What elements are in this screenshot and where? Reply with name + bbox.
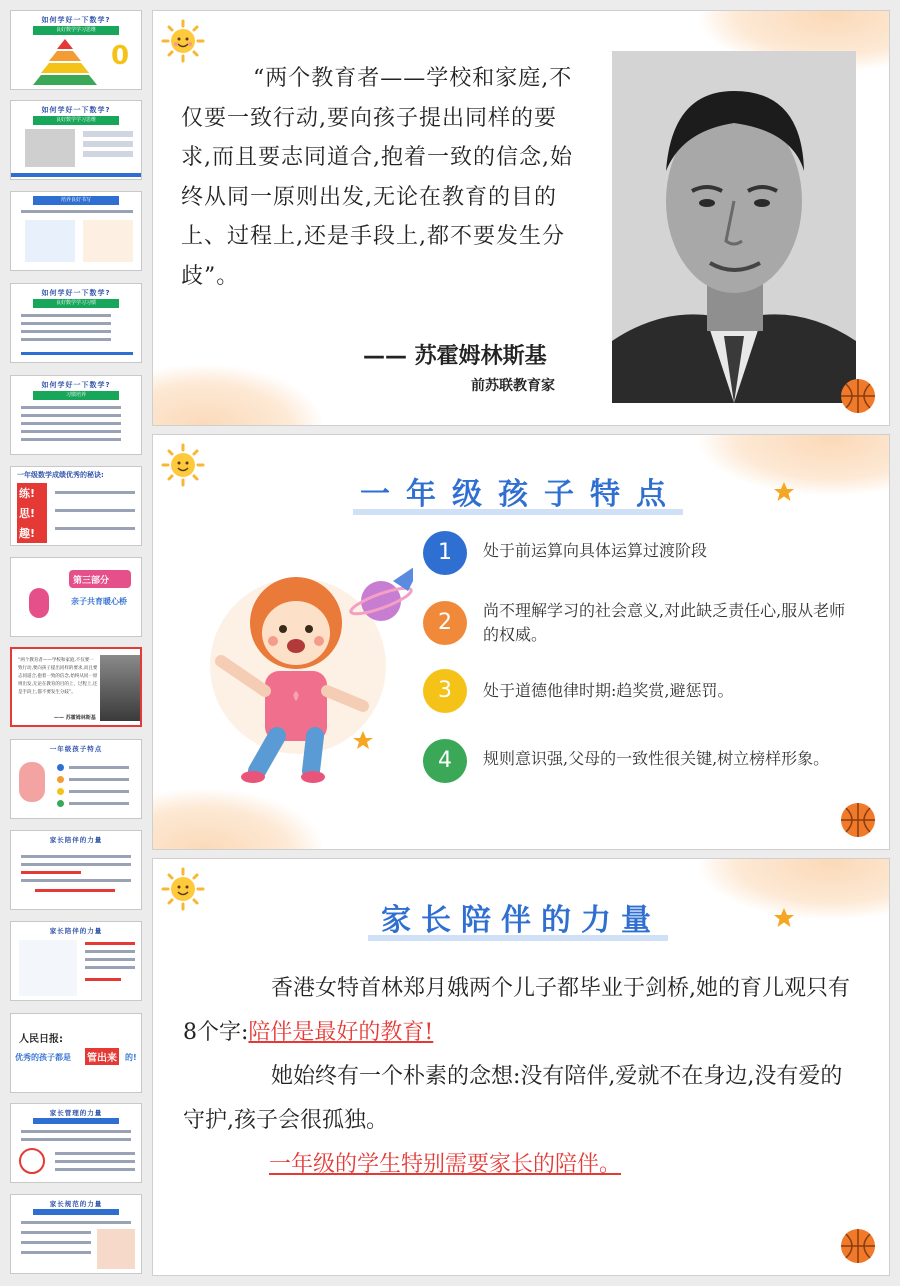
paragraph-1-text: 香港女特首林郑月娥两个儿子都毕业于剑桥,她的育儿观只有8个字: bbox=[183, 976, 850, 1045]
slide-first-grade-traits bbox=[152, 434, 890, 850]
slide-thumbnail-14[interactable] bbox=[10, 1194, 142, 1274]
slide-thumbnail-13[interactable] bbox=[10, 1103, 142, 1183]
pyramid-graphic bbox=[25, 39, 105, 87]
thumbnail-line bbox=[21, 1138, 131, 1141]
thumbnail-line bbox=[21, 1241, 91, 1244]
trait-number: 3 bbox=[423, 669, 467, 713]
slide-thumbnail-panel bbox=[0, 0, 150, 1286]
author-title: 前苏联教育家 bbox=[471, 378, 555, 394]
thumbnail-line bbox=[21, 855, 131, 858]
slide-parent-companionship bbox=[152, 858, 890, 1276]
thumbnail-quote: “两个教育者——学校和家庭,不仅要一致行动,要向孩子提出同样的要求,而且要志同道合,抱着一致的信念,始终从同一原则出发,无论在教育的目的上、过程上,还是手段上,都不要发生分歧”。 bbox=[18, 658, 98, 695]
thumbnail-line bbox=[21, 314, 111, 317]
quote-author: —— 苏霍姆林斯基 bbox=[363, 344, 547, 369]
thumbnail-bar bbox=[33, 1209, 119, 1215]
paragraph-3 bbox=[269, 1143, 829, 1187]
basketball-icon bbox=[839, 801, 877, 839]
paragraph-2: 她始终有一个朴素的念想:没有陪伴,爱就不在身边,没有爱的守护,孩子会很孤独。 bbox=[183, 1064, 843, 1133]
slide-title: 家长陪伴的力量 bbox=[381, 903, 661, 938]
thumbnail-line bbox=[69, 766, 129, 769]
thumbnail-title: 如何学好一下数学? bbox=[41, 106, 111, 114]
thumbnail-title: 家长规范的力量 bbox=[49, 1200, 103, 1208]
slide-thumbnail-5[interactable] bbox=[10, 375, 142, 455]
slide-quote bbox=[152, 10, 890, 426]
thumbnail-line bbox=[69, 778, 129, 781]
thumbnail-line bbox=[21, 863, 131, 866]
thumbnail-title: 人民日报: bbox=[19, 1034, 63, 1045]
thumbnail-line bbox=[55, 1168, 135, 1171]
thumbnail-line bbox=[55, 509, 135, 512]
trait-item-3 bbox=[423, 669, 853, 713]
trait-text: 规则意识强,父母的一致性很关键,树立榜样形象。 bbox=[483, 749, 830, 768]
thumbnail-line bbox=[85, 958, 135, 961]
girl-illustration bbox=[193, 531, 413, 791]
trait-number: 1 bbox=[423, 531, 467, 575]
author-portrait bbox=[612, 51, 856, 403]
thumbnail-title: 家长陪伴的力量 bbox=[49, 927, 103, 935]
thumbnail-subtitle: 良好数学学习思维 bbox=[33, 26, 119, 35]
thumbnail-line bbox=[69, 802, 129, 805]
thumbnail-line bbox=[21, 430, 121, 433]
thumbnail-title: 第三部分 bbox=[73, 576, 110, 586]
slide-thumbnail-9[interactable] bbox=[10, 739, 142, 819]
thumbnail-line bbox=[85, 966, 135, 969]
thumbnail-line bbox=[55, 491, 135, 494]
trait-text: 尚不理解学习的社会意义,对此缺乏责任心,服从老师的权威。 bbox=[483, 601, 846, 644]
thumbnail-subtitle: 习惯培养 bbox=[33, 391, 119, 400]
thumbnail-figure bbox=[19, 762, 45, 802]
thumbnail-dot bbox=[57, 800, 64, 807]
thumbnail-line bbox=[83, 141, 133, 147]
paragraph-1 bbox=[183, 967, 863, 1055]
thumbnail-char: 练! bbox=[19, 487, 36, 500]
thumbnail-image bbox=[83, 220, 133, 262]
cloud-decoration bbox=[152, 365, 323, 426]
thumbnail-char: 思! bbox=[19, 507, 36, 520]
thumbnail-line bbox=[55, 1152, 135, 1155]
zero-graphic: 0 bbox=[111, 41, 130, 71]
trait-text: 处于道德他律时期:趋奖赏,避惩罚。 bbox=[483, 681, 734, 700]
highlight-conclusion: 一年级的学生特别需要家长的陪伴。 bbox=[269, 1152, 622, 1177]
thumbnail-line bbox=[21, 352, 133, 355]
slide-thumbnail-11[interactable] bbox=[10, 921, 142, 1001]
thumbnail-line bbox=[21, 879, 131, 882]
basketball-icon bbox=[839, 1227, 877, 1265]
thumbnail-line-c: 的! bbox=[125, 1053, 137, 1062]
thumbnail-line bbox=[85, 950, 135, 953]
thumbnail-bar bbox=[33, 1118, 119, 1124]
sun-icon bbox=[161, 19, 205, 63]
thumbnail-figure bbox=[29, 588, 49, 618]
trait-item-2 bbox=[423, 599, 853, 649]
thumbnail-line bbox=[11, 173, 142, 177]
thumbnail-dot bbox=[57, 776, 64, 783]
thumbnail-line bbox=[21, 406, 121, 409]
thumbnail-subtitle: 培养良好书写 bbox=[33, 196, 119, 205]
thumbnail-image bbox=[25, 220, 75, 262]
thumbnail-title: 如何学好一下数学? bbox=[41, 16, 111, 24]
slide-thumbnail-7[interactable] bbox=[10, 557, 142, 637]
thumbnail-line bbox=[69, 790, 129, 793]
thumbnail-line bbox=[21, 1130, 131, 1133]
slide-thumbnail-4[interactable] bbox=[10, 283, 142, 363]
basketball-icon bbox=[839, 377, 877, 415]
thumbnail-char: 趣! bbox=[19, 527, 36, 540]
thumbnail-line bbox=[21, 438, 121, 441]
slide-thumbnail-12[interactable] bbox=[10, 1013, 142, 1093]
thumbnail-image bbox=[25, 129, 75, 167]
thumbnail-title: 家长陪伴的力量 bbox=[49, 836, 103, 844]
slide-thumbnail-2[interactable] bbox=[10, 100, 142, 180]
trait-text: 处于前运算向具体运算过渡阶段 bbox=[483, 541, 708, 560]
quote-text: “两个教育者——学校和家庭,不仅要一致行动,要向孩子提出同样的要求,而且要志同道合,抱着一致的信念,始终从同一原则出发,无论在教育的目的上、过程上,还是手段上,都不要发生分歧”。 bbox=[181, 66, 573, 289]
thumbnail-portrait bbox=[100, 655, 140, 721]
slide-thumbnail-1[interactable] bbox=[10, 10, 142, 90]
thumbnail-line bbox=[35, 889, 115, 892]
thumbnail-line bbox=[21, 1251, 91, 1254]
thumbnail-image bbox=[19, 940, 77, 996]
thumbnail-title: 一年级数学成绩优秀的秘诀: bbox=[17, 471, 104, 479]
trait-item-4 bbox=[423, 739, 853, 789]
slide-thumbnail-10[interactable] bbox=[10, 830, 142, 910]
slide-thumbnail-3[interactable] bbox=[10, 191, 142, 271]
no-phone-icon bbox=[19, 1148, 45, 1174]
highlight-quote: 陪伴是最好的教育! bbox=[248, 1020, 434, 1045]
thumbnail-line bbox=[21, 414, 121, 417]
thumbnail-line bbox=[21, 322, 111, 325]
thumbnail-title: 如何学好一下数学? bbox=[41, 289, 111, 297]
thumbnail-subtitle: 良好数学学习思维 bbox=[33, 116, 119, 125]
thumbnail-line-a: 优秀的孩子都是 bbox=[15, 1053, 71, 1062]
thumbnail-line bbox=[83, 151, 133, 157]
thumbnail-subtitle: 亲子共育暖心桥 bbox=[71, 597, 127, 606]
thumbnail-badge bbox=[69, 570, 131, 588]
thumbnail-dot bbox=[57, 764, 64, 771]
trait-number: 4 bbox=[423, 739, 467, 783]
thumbnail-line bbox=[83, 131, 133, 137]
thumbnail-line bbox=[85, 942, 135, 945]
thumbnail-line bbox=[55, 1160, 135, 1163]
thumbnail-line bbox=[21, 210, 133, 213]
thumbnail-title: 一年级孩子特点 bbox=[49, 745, 103, 753]
thumbnail-title: 如何学好一下数学? bbox=[41, 381, 111, 389]
thumbnail-line bbox=[21, 1221, 131, 1224]
thumbnail-subtitle: 良好数学学习习惯 bbox=[33, 299, 119, 308]
cloud-decoration bbox=[152, 789, 323, 850]
thumbnail-line bbox=[21, 1231, 91, 1234]
thumbnail-line bbox=[85, 978, 121, 981]
trait-number: 2 bbox=[423, 601, 467, 645]
thumbnail-line bbox=[21, 338, 111, 341]
thumbnail-line bbox=[55, 527, 135, 530]
slide-title: 一年级孩子特点 bbox=[360, 477, 682, 512]
slide-thumbnail-6[interactable] bbox=[10, 466, 142, 546]
thumbnail-line bbox=[21, 871, 81, 874]
thumbnail-title: 家长管理的力量 bbox=[49, 1109, 103, 1117]
slide-thumbnail-8[interactable] bbox=[10, 647, 142, 727]
thumbnail-image bbox=[97, 1229, 135, 1269]
thumbnail-highlight: 管出来 bbox=[85, 1048, 119, 1065]
thumbnail-author: —— 苏霍姆林斯基 bbox=[54, 715, 96, 721]
thumbnail-dot bbox=[57, 788, 64, 795]
thumbnail-line bbox=[21, 330, 111, 333]
thumbnail-line bbox=[21, 422, 121, 425]
thumbnail-red-block bbox=[17, 483, 47, 543]
trait-item-1 bbox=[423, 531, 853, 575]
